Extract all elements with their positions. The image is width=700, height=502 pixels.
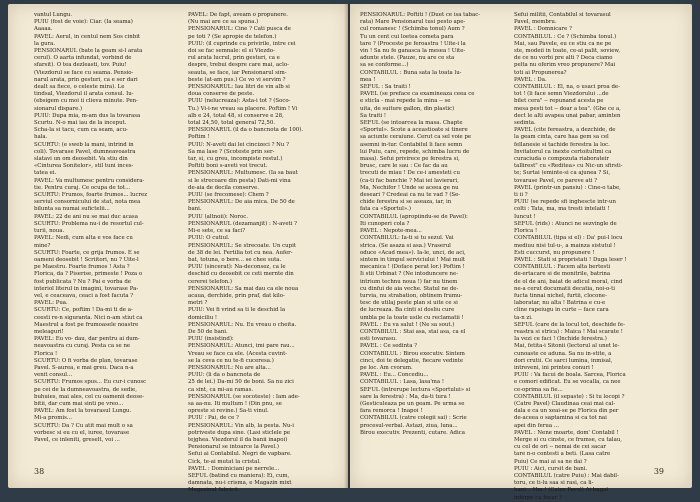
text-line: sa se conforme...) [360, 62, 409, 69]
text-line: de-aia de decila conserve. [188, 184, 259, 191]
text-line: de-ertacare si de monitrile, batrina [514, 271, 611, 278]
text-line: CONTABILUL (tipa si el) : Da' pui-l locu [514, 235, 623, 242]
text-line: despre, trebui despre care mai, aclo- [188, 62, 289, 69]
text-line: vel, e ceaceava, ceaci a fost facuta ? [34, 292, 134, 299]
text-line: domiciliu ! [188, 314, 218, 321]
text-line: ta-n zi. [514, 314, 533, 321]
text-line: de lucreaza. Ba cinti si dosliu cure [360, 307, 455, 314]
text-line: Merge si cu cinste, ce frumse, cu talau, [514, 436, 622, 443]
text-line: ti ii ? [514, 192, 528, 199]
text-line: Mi-e sete, ce sa faci? [188, 228, 246, 235]
text-line: bani. [188, 206, 202, 213]
text-line: PAVEL: Va multumesc pentru considera- [34, 177, 145, 184]
text-line: CONTABILUL : Ce ? (Schimba tonul.) [514, 33, 617, 40]
text-line: deseari ? Credeai ca nu te vad ? (Se- [360, 192, 461, 199]
text-line: Pavel, membru. [514, 19, 557, 26]
text-line: PAVEL : Ce sedinta ? [360, 343, 418, 350]
text-line: reastra si strica) : Maica ! Mai scarate ! [514, 328, 623, 335]
text-line: SEFUL : Sa traiti ! [360, 84, 411, 91]
text-line: Pavel, ce inleniti, greselt, voi ... [34, 436, 120, 443]
text-line: sedinta. [514, 120, 536, 127]
text-line: PAVEL : Dominiciani pe nerrele... [188, 465, 280, 472]
text-line: rul arata lucrul, prin gesturi, ca e [188, 55, 280, 62]
text-line: PUIU : Pai, de ce ? [188, 415, 239, 422]
text-line: turvia, nu strabation, obtinem frumu- [360, 292, 463, 299]
text-line: mea ! [360, 76, 376, 83]
text-line: SCURTU: Problema nu-i de resortul cul- [34, 220, 144, 227]
text-line: CONTABILUL (il sepaste) : Si tu locopi ? [514, 393, 625, 400]
text-line: SEFUL (batind cu maniera): Ei, cum, [188, 473, 290, 479]
text-line: cline rapeiugu in curte -- face cara [514, 307, 609, 314]
text-line: Sa ma lase ? (Scoteste prin ser- [188, 148, 275, 155]
text-line: inferpe ca focar ? [514, 494, 562, 501]
text-line: PAVEL: Eu vo- dau, dar pentru ai dum- [34, 336, 140, 343]
text-line: PAVEL: Nedi, cum alta e vos face cu [34, 235, 133, 242]
text-line: PENSIONARUL (bate la geam si-l arata [34, 48, 143, 55]
text-line: Puiu) Ce mai ai sa ne dai ? [514, 458, 587, 465]
text-line: PUIU (insistind): [188, 336, 234, 343]
text-line: PENSIONARUL: Se strecoate. Un cupit [188, 242, 296, 249]
text-line: ce-oprima sa fie... [514, 386, 563, 393]
text-line: PUIU (altnoii): Noroc. [188, 213, 248, 220]
text-line: pe cei de la dumneavoastra, de sedie, [34, 386, 137, 393]
text-line: fost publicata ? Nu ? Pai e vorba de [34, 278, 131, 285]
text-line: serviul consornicului de stat, nota mea [34, 199, 141, 206]
text-line: laboratar, nu alta ! Batrina e cu-e [514, 300, 606, 307]
text-line: PAVEL : Nene moarte, dom' Contabil ! [514, 429, 619, 436]
text-line: PUIU : Va facui de boala. Sarcea, Florica [514, 372, 626, 379]
text-line: de ce nu vorbi pre alti ? Deca ciamo [514, 55, 613, 62]
text-line: damnata, nu-i crisma, e Magazin mixt [188, 480, 292, 487]
text-line: vantul Lungu. [34, 12, 72, 18]
text-line: Florica ! [514, 228, 538, 235]
text-line: tie. Pentru curaj. Ce ocupa de tot... [34, 184, 131, 191]
text-line: de 38 de lei. Fertilia tot cu nea. Aufer- [188, 249, 293, 256]
text-line: Invitatorul ca inexte certoitultmi ca [514, 148, 612, 155]
text-line: cu dinfui de aia veche. Statul ne de- [360, 285, 459, 292]
text-line: PAVEL : Stati si propristati ! Duga leser ! [514, 256, 627, 263]
page-number: 39 [653, 467, 664, 476]
text-line: total 24,50, total general 72,50. [188, 120, 275, 127]
text-line: (ca-ti fac banchie ? Mai iei lavierari, [360, 177, 459, 184]
text-line: Cick, te-ai mutat la cristal. [188, 458, 261, 465]
text-line: CONTABILUL: Ia-ti si tu sezul. Vai [360, 235, 454, 242]
text-line: si le strecoare din pesta) Dati-mi vina [188, 177, 291, 184]
text-line: narul arata, prin gesturi, ca e ser dari [34, 76, 138, 83]
text-line: pe loc. Am cvorum. [360, 364, 413, 371]
text-line: sa aa-nu. Iti multum ! (Din pnu, se [188, 400, 282, 407]
text-line: SEFUL (rids) : Atunci ne sezvingle de [514, 220, 617, 227]
right-page [350, 4, 692, 501]
text-line: curaciuda o compozuta riaborateir [514, 156, 609, 163]
text-line: PAVEL : Da. [514, 76, 547, 83]
text-line: CONTABILUL (catre colegii sai) : Scrie [360, 415, 467, 422]
text-line: PUIU: (li da o bancnota de [188, 372, 261, 379]
text-line: PUIU (se repede sfi inghescte intr-un [514, 199, 616, 206]
text-line: tovarase Pavel, ce pareve ati ? [514, 177, 598, 184]
text-line: esti tovarasu. [360, 336, 397, 343]
text-line: Florica ! [34, 350, 58, 357]
text-line: te; Surtai (eminte-si ca ajunea ? Si, [514, 170, 611, 177]
text-line: sfarsit). O tea dezleasti, tov. Puiu! [34, 62, 127, 69]
text-line: CONTABILUL : El, na, o usaci proa de- [514, 84, 620, 91]
text-line: Tu un cent cui loetea cometa para [360, 33, 454, 40]
text-line: bilet cera" -- repunand acesta pe [514, 98, 604, 105]
text-line: PAVEL: De fapt, aveam o propunere. [188, 12, 288, 18]
text-line: trecuti de miau ! De ce-i amesteti cu [360, 170, 460, 177]
text-line: de ol de ani, baiat de adicul moral, cind [514, 278, 623, 285]
left-page-column-1 [34, 12, 180, 460]
text-line: CONTABILUL (apropiindu-se de Pavel): [360, 213, 468, 220]
text-line: SEFUL (se intoarcea la masa. Chapte [360, 120, 463, 127]
text-line: coli). Tovarase Pavel, dumneavoastra [34, 148, 136, 155]
text-line: neavoastra cu curaj. Pesta ca se ne [34, 343, 131, 350]
text-line: Sa traiti ! [360, 112, 387, 119]
text-line: SCURTU: Frumos, foarte frumos... lucrez [34, 192, 148, 199]
text-line: doi se fac semnale: el si Viezdo- [188, 48, 275, 55]
text-line: procesul-verbal. Astazi, ziua, luna... [360, 422, 458, 429]
text-line: tare ? (Proceste pe feroastra ! Uite-i la [360, 40, 466, 47]
text-line: de-aceea o saptamina si ca tot nai [514, 415, 607, 422]
text-line: tejghea. Viezdorul il da banii inapoi) [188, 436, 288, 443]
text-line: uita, de suiture gallon, din plastic) [360, 105, 455, 112]
text-line: SCURTU: (e sweb la mani, intrind in [34, 141, 134, 148]
text-line: oduce «Acad mea»). Ia-le, unci, de aci, [360, 249, 466, 256]
text-line: Poftiti boni s-aveti voi trecut. [188, 163, 268, 170]
text-line: SEFUL (care de la locul tot, deschide fe- [514, 321, 625, 328]
text-line: tallirest" cu «Reditea» cu Nic-un sfirsti- [514, 163, 623, 170]
text-line: turii, noua. [34, 228, 65, 235]
text-line: PENSIONARUL: Cine ? Cati pusca de [188, 26, 291, 33]
text-line: adunte stele. (Pauze, nu are ce sta [360, 55, 455, 62]
text-line: Scha-la si tacu, cum ca seam, acu- [34, 127, 128, 134]
text-line: meleaguri! [34, 328, 64, 335]
text-line: Maestrul a fost pe frumoasele noastre [34, 321, 139, 328]
text-line: opreste si revine.) Sa-ti vinul. [188, 408, 269, 415]
text-line: sionarul dispare.) [34, 105, 83, 112]
text-line: oameni deosebit ! Scriitori, nu ? Uite-l [34, 256, 139, 263]
text-line: fara remorca ! Inapoi ! [360, 408, 423, 415]
text-line: Mai, sau Pavele, eu ce stiu ca ne pe [514, 40, 612, 47]
text-line: tesc de utilaj peste plan si uite ce si [360, 300, 458, 307]
text-line: SCURTU: O fi vorba de plan, tovarase [34, 357, 138, 364]
text-line: (Catre Pavel) Claudinaa ceai mai cal- [514, 400, 616, 407]
text-line: (ebsigem cu moi ii clieva minute. Pen- [34, 98, 138, 105]
text-line: chide ferestra si se aseaza, iar, in [360, 199, 452, 206]
text-line: PAVEL (se preface ca examineaza ceea ce [360, 91, 475, 98]
text-line: vorbesc si eu cu el, iuree, tovarase [34, 429, 130, 436]
text-line: Magazinul fabricii. [188, 487, 240, 494]
text-line: slatavi un om deosebit. Va stiu din [34, 156, 128, 163]
text-line: sa aciunte ceraiune. Cerut ca sel voie pe [360, 134, 472, 141]
text-line: PUIU: (il cuprinde cu privirile, intre cei [188, 40, 296, 47]
text-line: PENSIONARUL: Atunci, imi pare rau... [188, 343, 295, 350]
text-line: cunoaste ce aduna. Sa nu in-stite, a [514, 350, 612, 357]
text-line: Florica, da ? Piserise, primeste ! Poza o [34, 271, 143, 278]
text-line: la gura. [34, 40, 56, 47]
text-line: deschid cu deosebit ce ceti mernte din [188, 271, 294, 278]
text-line: tar, si, cu greu, incompiste restul.) [188, 156, 283, 163]
text-line: CONTABILUL : Birou executiv. Sintem [360, 350, 465, 357]
text-line: dect le alti avapea unai pabar, aminten [514, 112, 621, 119]
text-line: fellanesie si tachide ferestra la loc. [514, 141, 610, 148]
text-line: doua conserve de peste. [188, 91, 255, 98]
text-line: colti : Tata, ma, ma tresti intelaiti ! [514, 206, 610, 213]
text-line: PUIU: Vei fi vrind sa ti le deschid la [188, 307, 286, 314]
text-line: PENSIONARUL (se socoteste) : Iam ade- [188, 393, 300, 400]
text-line: PENSIONARUL: Multumesc. (Ia sa baut [188, 170, 298, 177]
text-line: PAVEL (printr-un pansiu) : Cine-o tabe, [514, 184, 621, 191]
text-line: e comori edificat. Eu se vocalla, ca nee [514, 379, 621, 386]
text-line: Pensionarul se intoarce la Pavel.) [188, 444, 279, 451]
text-line: dori crutii. Ce sarci lumina, inmisal, [514, 357, 613, 364]
text-line: cu cel de ori -- nemai de cei sacar [514, 444, 607, 451]
text-line: mesa pesti tot -- doar a tea". (Ghe ce a, [514, 105, 621, 112]
text-line: PUIU (nelucreaza): Asta-i tot ? (Soco- [188, 98, 291, 105]
text-line: PUIU: Dupa mia, m-am dus la tovarasa [34, 112, 141, 119]
text-line: Aaaaa. [34, 26, 53, 33]
text-line: PAVEL : Domnicare ? [514, 26, 572, 33]
text-line: 25 de lei.) Da-mi 50 de boni. Sa nu zici [188, 379, 294, 386]
text-line: (Viezdorul se face cu seama. Pensio- [34, 69, 134, 76]
text-line: lui Puiu, care, repede, schimba lucru de [360, 148, 470, 155]
text-line: alb e 24, total 48, si conserve e 28, [188, 112, 284, 119]
text-line: Ii stii Urbinat ? (Ne intoduncere ne- [360, 271, 459, 278]
text-line: cul romanesc ! (Schimba tonul) Aum ? [360, 26, 465, 33]
text-line: ca sint, ca mi-au ramas. [188, 386, 254, 393]
text-line: PUIU (se frecomese): Chem ? [188, 192, 269, 199]
text-line: PENSIONARUL: Sa mai dau ca ele noua [188, 285, 299, 292]
text-line: bilunta sa numai sufictelii... [34, 206, 110, 213]
text-line: seauta, se face, iar Pensionarul sim- [188, 69, 287, 76]
text-line: Birou executiv. Prezenti, cutare. Adica [360, 429, 465, 436]
text-line: bani... Hm ! (Catre Pavel) Ai bagat [514, 487, 609, 494]
text-line: pelta nu oferim vreo propunere? Mai [514, 62, 616, 69]
text-line: SCURTU: Foarte, ce grija frumos. E se [34, 249, 140, 256]
text-line: hala. [34, 134, 48, 141]
text-line: rata) Mare Pensionarul tusi pesto ape- [360, 19, 466, 26]
text-line: pe toti ? (Se apropie de telefon.) [188, 33, 277, 40]
text-line: PAVEL (cite fereastra, a dezchide, de [514, 127, 616, 134]
text-line: PAVEL: Am fost la tovarasul Lungu. [34, 408, 132, 415]
text-line: vin ! Sa nu fe ganasca la mesea ! Uite- [360, 48, 466, 55]
text-line: tare n-o contesti a beti. (Lasa catre [514, 451, 611, 458]
text-line: PAVEL: Pua. [34, 300, 68, 307]
text-line: Scurtu. N-o mai iau de la inceput. [34, 120, 127, 127]
text-line: SCURTU: Ce, poftim ! Da-mi ti de a- [34, 307, 133, 314]
text-line: umbla pe la toate usile cu reclamatii ! [360, 314, 464, 321]
text-line: bat, totuna, o bere... se chee suta. [188, 256, 282, 263]
text-line: PENSIONARUL: Poftiti ! (Duet ce isa tabac- [360, 12, 481, 18]
text-line: PAVEL: Aerul, in centul nem Sos cinbit [34, 33, 141, 40]
text-line: PENSIONARUL (il da o bancnota de 100). [188, 127, 304, 134]
page-number: 38 [34, 467, 45, 476]
text-line: Esti cuccurst, nu propunere ! [514, 249, 595, 256]
text-line: PUIU : Aici, cursit de bani. [514, 465, 588, 472]
text-line: PAVEL : Nepote-mea... [360, 228, 422, 235]
text-line: sintem in timpul serviciului ! Mai mult [360, 256, 466, 263]
text-line: PENSIONARUL: De aia mica. De 50 de [188, 199, 295, 206]
text-line: (Nu mai are ce sa spuna.) [188, 19, 259, 26]
text-line: Mi-a promis... [34, 415, 73, 422]
text-line: SEFUL (intrerupe lectura «Sportului» si [360, 386, 471, 393]
text-line: cerul). O aarta infundat, vorbind de [34, 55, 132, 62]
text-line: Sefui ai Contabilul. Negri de vapbare. [188, 451, 292, 458]
text-line: PENSIONARUL (dezamanjit) : N-aveti ? [188, 220, 298, 227]
text-line: Vreau se face ca ele. (Acesta cuvint- [188, 350, 288, 357]
text-line: Ia vezi ce faci ! (Inchide ferestra.) [514, 336, 607, 343]
text-line: PUIU (sincerat): Na-deconsez, ca le [188, 264, 286, 271]
text-line: metri ? [188, 300, 208, 307]
text-line: mediuu nisi tul-u-, a mainza sistutul ! [514, 242, 616, 249]
text-line: PENSIONARUL: Nu are alta... [188, 364, 271, 371]
text-line: ne-a cerut documatii decatia, noi-o-ti [514, 285, 616, 292]
text-line: SCURTU: Da ? Cu atit mai mult o sa [34, 422, 133, 429]
text-line: bitii, dar cum mai sinti pe vreo... [34, 400, 124, 407]
text-line: buhuies, mai ales, cel cu oamenii deose- [34, 393, 144, 400]
text-line: CONTABILUL : Buna sata la toata lu- [360, 69, 462, 76]
text-line: PUIU: O cutiul. [188, 235, 230, 242]
text-line: apei din ferua ... [514, 422, 559, 429]
text-line: intreveni, ini printeu conuri ! [514, 364, 594, 371]
text-line: potriveste dupa sine. (Lasi sticlele pe [188, 429, 291, 436]
text-line: Poftim ! [188, 134, 210, 141]
text-line: fata ca «Sportul».) [360, 206, 411, 213]
text-line: toru, ce ti-lu saa si rasi, ca li- [514, 480, 594, 487]
text-line: PENSIONARUL: Vin alb, la pesta. Nu-i [188, 422, 294, 429]
text-line: PAVEL : Eu va salut ! (Ne sa sout.) [360, 321, 455, 328]
text-line: strica. (Se asaza si asa.) Vraserul [360, 242, 451, 249]
text-line: ceesti re-n siguranta. Nici n-am stiut ca [34, 314, 143, 321]
text-line: tatea ei. [34, 170, 57, 177]
text-line: intrium technu noua !) far nu tinem [360, 278, 458, 285]
text-line: PENSIONARUL: Iau litri de vin alb si [188, 84, 290, 91]
text-line: PAVEL: 22 de ani nu se mai duc acasa [34, 213, 138, 220]
text-line: tot ! (li face semn Viezdorului ...de [514, 91, 609, 98]
text-line: acaua, derchide, prin praf, dat kilo- [188, 292, 285, 299]
text-line: De 50 de bani. [188, 328, 228, 335]
text-line: e sticla - mai repede la mina -- se [360, 98, 451, 105]
text-line: toti ai Propunerea? [514, 69, 567, 76]
left-page [8, 4, 348, 494]
text-line: la geam cinta, care haa gem sa cel [514, 134, 609, 141]
text-line: venit consul... [34, 372, 73, 379]
text-line: fucta tinnai nichel, furtii, clocone- [514, 292, 607, 299]
text-line: cinci, doi te delegatie, fiecare vedinte [360, 357, 464, 364]
text-line: cererei telefon.) [188, 278, 232, 285]
text-line: PUIU (fost de voie): Ciar. (Ia seama) [34, 19, 133, 26]
text-line: Iti cunoperi cola ? [360, 220, 410, 227]
text-line: sare la ferestra) : Ma, da-ti tura ! [360, 393, 451, 400]
text-line: ste, modeii in toate, ce-ai palit, soview, [514, 48, 621, 55]
text-line: CONTABILUL : Facem alta bertesti [514, 264, 611, 271]
text-line: Ma, Nechifor ! Unde se aceea ge nu [360, 184, 459, 191]
text-line: se la ceva ce nu te-fi cuceresa.) [188, 357, 274, 364]
text-line: Pavel. S-aurea, e mai greu. Daca n-a [34, 364, 134, 371]
text-line: pe Maestru. Foarte frumos ! Asta ? [34, 264, 130, 271]
text-line: CONTABILUL : Stai asa, stai asa, ca el [360, 328, 466, 335]
text-line: brusc, care le sau : Ce fac da au [360, 163, 448, 170]
text-line: PUIU: N-aveti dai lei cincizeci ? Nu ? [188, 141, 289, 148]
right-page-column-1 [360, 12, 506, 460]
text-line: «Cinturea Sonitelor», stil tuni inces- [34, 163, 134, 170]
text-line: PAVEL : Eu... Concediu... [360, 372, 429, 379]
text-line: tindsal, Viezdorul il arata consul. Iu- [34, 91, 134, 98]
text-line: mine? [34, 242, 51, 249]
text-line: Iuncut ! [514, 213, 536, 220]
text-line: dealt sa fiece, o celeste mira). Le [34, 84, 125, 91]
text-line: PENSIONARUL: Nu. Eu vreau o cheita. [188, 321, 297, 328]
text-line: (Gesticuleaza pe un geam. Pe urma se [360, 400, 465, 407]
text-line: dala e ca un xeai-se pe Florica din per [514, 408, 619, 415]
text-line: CONTABILUL : Lasa, lasa'ma ! [360, 379, 445, 386]
text-line: interiol literul in imagini, tovarase Pa- [34, 285, 139, 292]
text-line: masa). Sefui privirece pe ferestra si, [360, 156, 460, 163]
text-line: «Sportul». Scote a aceastioate si tinere [360, 127, 468, 134]
text-line: Tu.) Vi-i-ne vreau sa placere. Poftim ! Vi [188, 105, 298, 112]
left-page-column-2 [188, 12, 334, 494]
text-line: Mai, fetita-i Sitonii (lectorul al unet le- [514, 343, 620, 350]
text-line: Sefui militii, Contabilul si tovarasul [514, 12, 611, 18]
text-line: SCURTU: Frumos spus... Eu cur-i cunosc [34, 379, 147, 386]
text-line: mecanica ! (Doface perat lor.) Poftim ! [360, 264, 465, 271]
text-line: CONTABILUL (catre Puiu) : Mai dabil- [514, 473, 619, 479]
text-line: beste (at-am pus.) Ce vo vi servim ? [188, 76, 286, 83]
text-line: asemni in-tur. Contabilul li face semn [360, 141, 463, 148]
